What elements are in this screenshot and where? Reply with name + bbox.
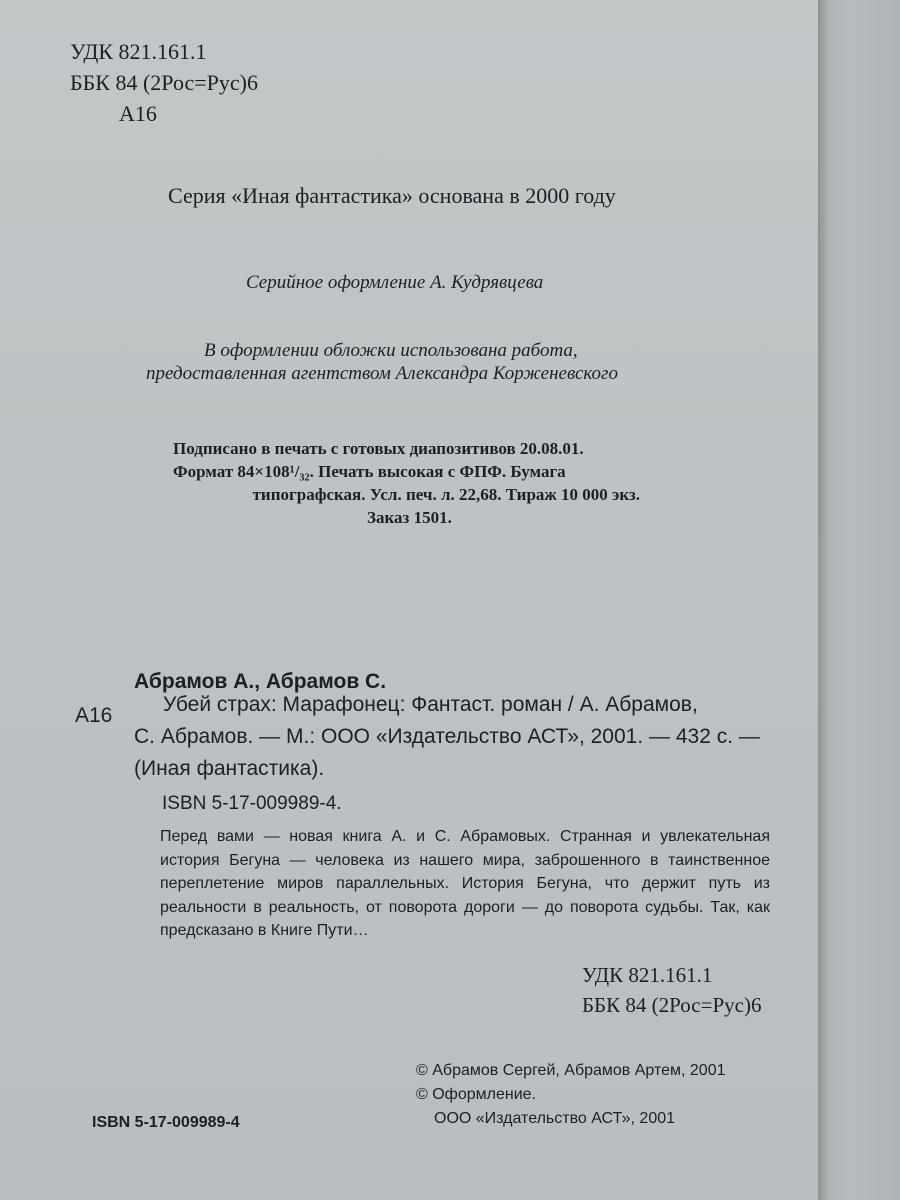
annotation-line-4: реальности в реальность, от поворота дороги — до поворота судьбы. Так, как [160, 898, 770, 916]
classification-codes-bottom [582, 960, 761, 1020]
bib-line-3: (Иная фантастика). [134, 757, 325, 780]
catalog-isbn: ISBN 5-17-009989-4. [162, 793, 342, 814]
bbk-code: ББК 84 (2Рос=Рус)6 [70, 70, 258, 95]
catalog-code: А16 [75, 704, 113, 727]
annotation-line-3: переплетение миров параллельных. История Бегуна, что держит путь из [160, 875, 770, 892]
copyright-line-1: © Абрамов Сергей, Абрамов Артем, 2001 [416, 1062, 726, 1079]
bib-line-1: Убей страх: Марафонец: Фантаст. роман / А. Абрамов, [163, 693, 698, 716]
print-info-line-4: Заказ 1501. [367, 508, 452, 527]
udk-code: УДК 821.161.1 [70, 39, 207, 64]
author-mark: А16 [119, 101, 157, 126]
adjacent-page-edge [818, 0, 900, 1200]
classification-codes-top [70, 36, 258, 129]
design-credit: Серийное оформление А. Кудрявцева [246, 272, 544, 293]
print-info [173, 437, 645, 529]
copyright-line-3: ООО «Издательство АСТ», 2001 [434, 1110, 676, 1127]
copyright-block [416, 1059, 726, 1131]
bibliographic-description [134, 689, 760, 785]
show-through-ghost [424, 20, 467, 147]
annotation-line-2: история Бегуна — человека из нашего мира, заброшенного в таинственное [160, 851, 770, 869]
cover-credit-line-1: В оформлении обложки использована работа, [204, 340, 578, 361]
print-info-line-1: Подписано в печать с готовых диапозитивов 20.08.01. [173, 439, 584, 458]
bbk-code-bottom: ББК 84 (2Рос=Рус)6 [582, 993, 762, 1017]
bib-line-2: С. Абрамов. — М.: ООО «Издательство АСТ», 2001. — 432 с. — [134, 725, 760, 748]
print-info-line-3: типографская. Усл. печ. л. 22,68. Тираж 10 000 экз. [252, 485, 640, 504]
footer-isbn: ISBN 5-17-009989-4 [92, 1114, 240, 1131]
copyright-line-2: © Оформление. [416, 1086, 536, 1103]
catalog-authors: Абрамов А., Абрамов С. [134, 670, 387, 693]
annotation [160, 825, 770, 943]
series-note: Серия «Иная фантастика» основана в 2000 году [168, 183, 616, 208]
print-info-line-2: Формат 84×108¹/₃₂. Печать высокая с ФПФ. Бумага [173, 462, 566, 481]
cover-credit-line-2: предоставленная агентством Александра Корженевского [146, 363, 618, 384]
udk-code-bottom: УДК 821.161.1 [582, 963, 713, 987]
annotation-line-1: Перед вами — новая книга А. и С. Абрамовых. Странная и увлекательная [160, 828, 770, 845]
annotation-line-5: предсказано в Книге Пути… [160, 922, 369, 939]
